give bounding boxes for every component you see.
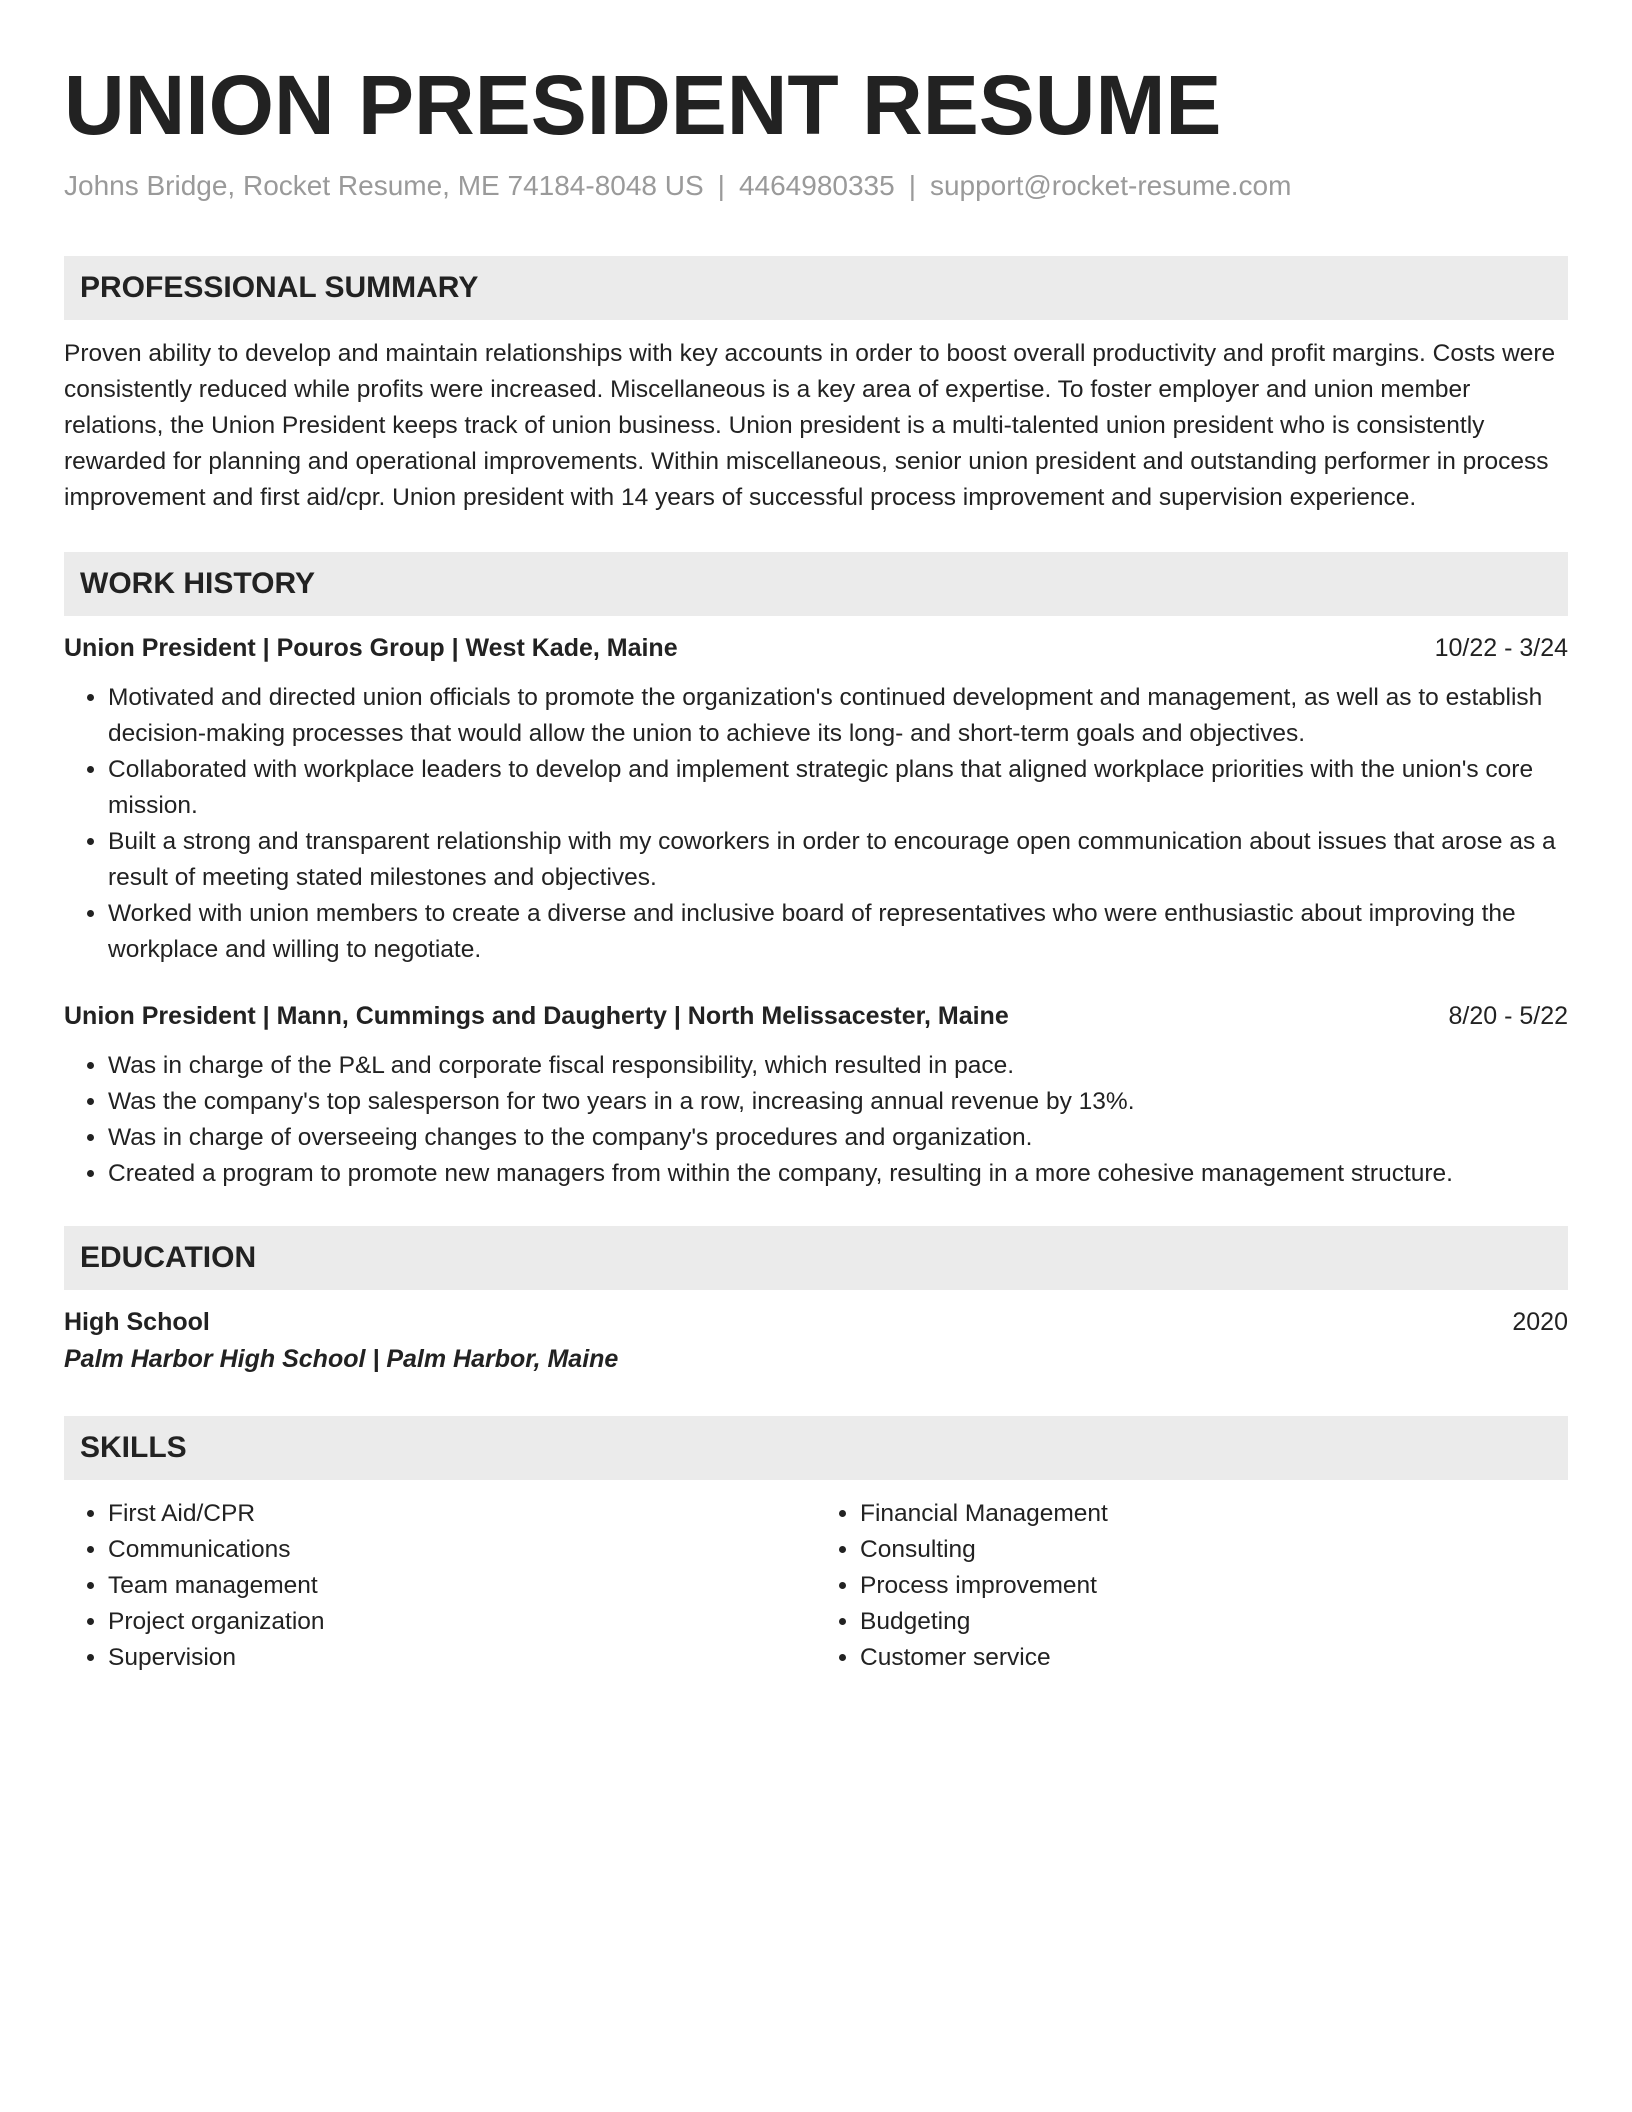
skill-item: • Process improvement (860, 1568, 1568, 1604)
skill-item: • Consulting (860, 1532, 1568, 1568)
section-header-work (64, 552, 1568, 616)
job-header (64, 630, 1568, 666)
job-header (64, 998, 1568, 1034)
job-bullets (64, 1048, 1568, 1192)
education-degree: High School (64, 1308, 210, 1336)
education-year: 2020 (1512, 1308, 1568, 1336)
job-bullet: • Created a program to promote new managers from within the company, resulting in a more cohesive management structure. (108, 1156, 1568, 1192)
section-header-education (64, 1226, 1568, 1290)
job-bullets (64, 680, 1568, 968)
skills-column-left (64, 1496, 816, 1676)
section-heading: WORK HISTORY (80, 567, 316, 600)
skill-item: • Communications (108, 1532, 816, 1568)
education-entry (64, 1304, 1568, 1378)
contact-separator: | (717, 170, 725, 201)
skills-column-right (816, 1496, 1568, 1676)
job-entry (64, 998, 1568, 1192)
job-title: Union President | Mann, Cummings and Daugherty | North Melissacester, Maine (64, 1002, 1009, 1030)
job-bullet: • Was the company's top salesperson for two years in a row, increasing annual revenue by 13%. (108, 1084, 1568, 1120)
skills-list (64, 1496, 1568, 1676)
contact-line (64, 168, 1568, 204)
skill-item: • Financial Management (860, 1496, 1568, 1532)
resume-title: UNION PRESIDENT RESUME (64, 58, 1222, 152)
job-bullet: • Was in charge of overseeing changes to the company's procedures and organization. (108, 1120, 1568, 1156)
summary-paragraph: Proven ability to develop and maintain relationships with key accounts in order to boost overall productivity and profit margins. Costs were consistently reduced while profits were increased. Miscellaneous is a key area of expertise. To foster employer and union member relations, the Union President keeps track of union business. Union president is a multi-talented union president who is consistently rewarded for planning and operational improvements. Within miscellaneous, senior union president and outstanding performer in process improvement and first aid/cpr. Union president with 14 years of successful process improvement and supervision experience. (64, 340, 1556, 511)
skill-item: • First Aid/CPR (108, 1496, 816, 1532)
section-heading: SKILLS (80, 1431, 187, 1464)
job-bullet: • Motivated and directed union officials to promote the organization's continued development and management, as well as to establish decision-making processes that would allow the union to achieve its long- and short-term goals and objectives. (108, 680, 1568, 752)
job-bullet: • Was in charge of the P&L and corporate fiscal responsibility, which resulted in pace. (108, 1048, 1568, 1084)
section-header-skills (64, 1416, 1568, 1480)
job-bullet: • Collaborated with workplace leaders to develop and implement strategic plans that aligned workplace priorities with the union's core mission. (108, 752, 1568, 824)
education-header (64, 1304, 1568, 1340)
job-bullet: • Worked with union members to create a diverse and inclusive board of representatives who were enthusiastic about improving the workplace and willing to negotiate. (108, 896, 1568, 968)
job-title: Union President | Pouros Group | West Kade, Maine (64, 634, 678, 662)
contact-address: Johns Bridge, Rocket Resume, ME 74184-8048 US (64, 170, 704, 201)
section-heading: EDUCATION (80, 1241, 257, 1274)
skill-item: • Customer service (860, 1640, 1568, 1676)
job-entry (64, 630, 1568, 968)
skill-item: • Team management (108, 1568, 816, 1604)
skill-item: • Supervision (108, 1640, 816, 1676)
contact-email: support@rocket-resume.com (929, 170, 1292, 201)
skill-item: • Project organization (108, 1604, 816, 1640)
education-school: Palm Harbor High School | Palm Harbor, Maine (64, 1345, 619, 1373)
job-dates: 10/22 - 3/24 (1434, 634, 1568, 662)
section-heading: PROFESSIONAL SUMMARY (80, 271, 479, 304)
skill-item: • Budgeting (860, 1604, 1568, 1640)
contact-phone: 4464980335 (738, 170, 895, 201)
contact-separator: | (908, 170, 916, 201)
job-dates: 8/20 - 5/22 (1448, 1002, 1568, 1030)
job-bullet: • Built a strong and transparent relationship with my coworkers in order to encourage open communication about issues that arose as a result of meeting stated milestones and objectives. (108, 824, 1568, 896)
section-header-summary (64, 256, 1568, 320)
